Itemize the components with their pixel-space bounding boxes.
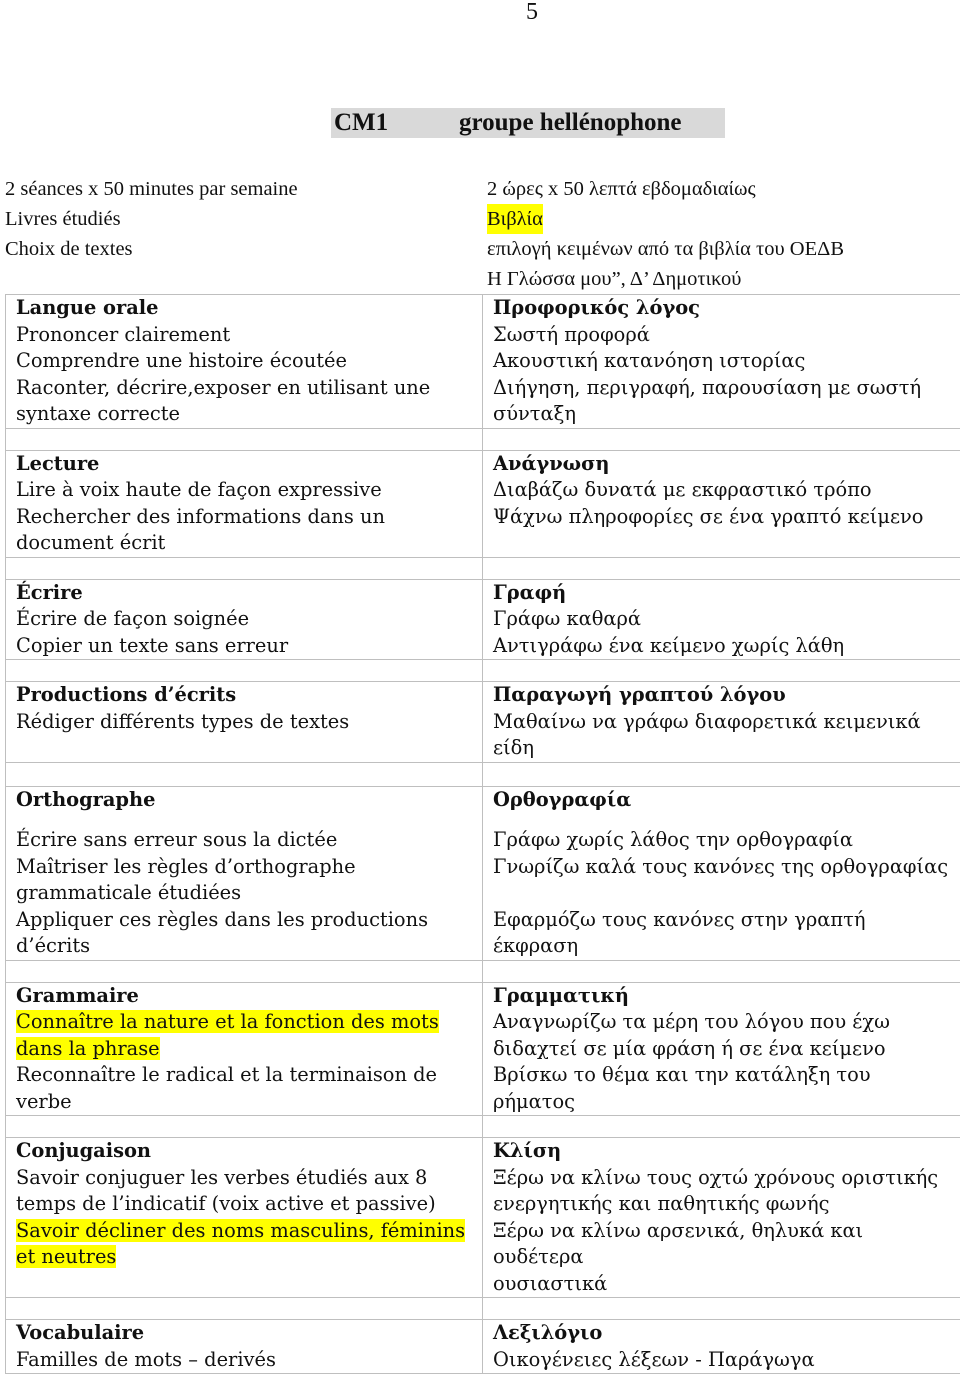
spacer-row	[6, 660, 960, 682]
gr-cell	[483, 450, 960, 557]
gr-cell	[483, 579, 960, 660]
fr-line: Savoir conjuguer les verbes étudiés aux 8	[16, 1165, 428, 1189]
intro-gr-highlighted: Βιβλία	[487, 204, 543, 234]
fr-heading: Grammaire	[16, 983, 139, 1007]
gr-line: Διαβάζω δυνατά με εκφραστικό τρόπο	[493, 478, 872, 501]
fr-heading: Vocabulaire	[16, 1321, 145, 1344]
gr-line: έκφραση	[493, 934, 579, 957]
fr-line: grammaticale étudiées	[16, 881, 242, 904]
intro-row	[0, 204, 960, 234]
gr-cell	[483, 295, 960, 429]
gr-cell	[483, 1138, 960, 1298]
section-row-orthographe	[6, 786, 960, 960]
intro-row	[0, 234, 960, 264]
gr-heading: Παραγωγή γραπτού λόγου	[493, 683, 786, 706]
fr-line-highlighted: Connaître la nature et la fonction des mots	[16, 1010, 439, 1033]
fr-cell	[6, 786, 483, 960]
section-row-productions	[6, 682, 960, 763]
section-row-grammaire	[6, 982, 960, 1116]
gr-cell	[483, 786, 960, 960]
gr-cell	[483, 1320, 960, 1374]
gr-line: Αντιγράφω ένα κείμενο χωρίς λάθη	[493, 633, 845, 657]
blank-gap	[493, 813, 950, 827]
intro-fr: 2 séances x 50 minutes par semaine	[5, 178, 298, 200]
gr-line: Γνωρίζω καλά τους κανόνες της ορθογραφίας	[493, 854, 949, 878]
intro-gr: επιλογή κειμένων από τα βιβλία του ΟΕΔΒ	[487, 238, 844, 260]
gr-line: Ψάχνω πληροφορίες σε ένα γραπτό κείμενο	[493, 504, 924, 528]
fr-heading: Productions d’écrits	[16, 683, 237, 706]
title-level: CM1	[334, 109, 389, 136]
fr-line: Copier un texte sans erreur	[16, 633, 289, 657]
gr-line: Ξέρω να κλίνω αρσενικά, θηλυκά και ουδέτερα	[493, 1218, 864, 1268]
section-row-langue	[6, 295, 960, 429]
gr-line: Ακουστική κατανόηση ιστορίας	[493, 349, 806, 372]
intro-block	[0, 174, 960, 294]
gr-heading: Γραμματική	[493, 983, 629, 1007]
section-row-conjugaison	[6, 1138, 960, 1298]
gr-heading: Ορθογραφία	[493, 787, 632, 811]
gr-line: σύνταξη	[493, 402, 576, 425]
fr-heading: Conjugaison	[16, 1139, 152, 1162]
gr-line: Οικογένειες λέξεων - Παράγωγα	[493, 1347, 815, 1371]
fr-heading: Orthographe	[16, 787, 156, 811]
gr-line: ενεργητικής και παθητικής φωνής	[493, 1192, 830, 1215]
intro-row	[0, 264, 960, 294]
section-row-vocabulaire	[6, 1320, 960, 1374]
fr-line: Prononcer clairement	[16, 322, 231, 346]
page-number: 5	[526, 0, 538, 25]
fr-cell	[6, 1320, 483, 1374]
gr-heading: Γραφή	[493, 580, 567, 604]
gr-line: Μαθαίνω να γράφω διαφορετικά κειμενικά	[493, 709, 921, 733]
fr-cell	[6, 682, 483, 763]
gr-line: διδαχτεί σε μία φράση ή σε ένα κείμενο	[493, 1036, 886, 1060]
fr-cell	[6, 450, 483, 557]
page-title	[331, 108, 725, 138]
gr-line: Εφαρμόζω τους κανόνες στην γραπτή	[493, 907, 866, 931]
intro-gr: 2 ώρες x 50 λεπτά εβδομαδιαίως	[487, 178, 756, 200]
gr-line	[493, 880, 950, 907]
fr-cell	[6, 579, 483, 660]
fr-line: Reconnaître le radical et la terminaison de	[16, 1063, 438, 1086]
fr-line: Lire à voix haute de façon expressive	[16, 478, 382, 501]
gr-line: Σωστή προφορά	[493, 322, 650, 346]
spacer-row	[6, 762, 960, 786]
gr-line: Αναγνωρίζω τα μέρη του λόγου που έχω	[493, 1010, 890, 1033]
gr-heading: Λεξιλόγιο	[493, 1321, 603, 1344]
fr-line: Écrire de façon soignée	[16, 607, 250, 630]
fr-line-highlighted: Savoir décliner des noms masculins, féminins	[16, 1218, 466, 1242]
gr-line: Ξέρω να κλίνω τους οχτώ χρόνους οριστικής	[493, 1165, 939, 1189]
gr-cell	[483, 682, 960, 763]
gr-line: Γράφω καθαρά	[493, 607, 641, 630]
fr-line: Rédiger différents types de textes	[16, 709, 350, 733]
gr-line: ουσιαστικά	[493, 1271, 608, 1295]
spacer-row	[6, 557, 960, 579]
fr-line: Rechercher des informations dans un	[16, 504, 386, 528]
fr-heading: Langue orale	[16, 296, 159, 319]
fr-cell	[6, 295, 483, 429]
intro-row	[0, 174, 960, 204]
spacer-row	[6, 1298, 960, 1320]
gr-line: είδη	[493, 736, 534, 759]
title-group: groupe hellénophone	[459, 109, 682, 136]
fr-line: Familles de mots – derivés	[16, 1347, 276, 1371]
fr-cell	[6, 1138, 483, 1298]
fr-line: d’écrits	[16, 934, 91, 957]
gr-line: Βρίσκω το θέμα και την κατάληξη του ρήματος	[493, 1063, 871, 1113]
fr-line: Écrire sans erreur sous la dictée	[16, 828, 338, 851]
intro-fr: Livres étudiés	[5, 208, 121, 230]
fr-line: Appliquer ces règles dans les productions	[16, 907, 429, 931]
gr-line: Γράφω χωρίς λάθος την ορθογραφία	[493, 828, 853, 851]
fr-heading: Lecture	[16, 451, 100, 475]
fr-line: syntaxe correcte	[16, 402, 180, 425]
fr-line-highlighted: et neutres	[16, 1245, 117, 1268]
spacer-row	[6, 1116, 960, 1138]
gr-heading: Κλίση	[493, 1139, 562, 1162]
fr-line: Raconter, décrire,exposer en utilisant une	[16, 375, 431, 399]
section-row-ecrire	[6, 579, 960, 660]
curriculum-table	[5, 294, 960, 1374]
blank-gap	[16, 813, 472, 827]
section-row-lecture	[6, 450, 960, 557]
fr-line: temps de l’indicatif (voix active et passive)	[16, 1192, 436, 1215]
spacer-row	[6, 428, 960, 450]
gr-heading: Ανάγνωση	[493, 451, 610, 475]
fr-line: Maîtriser les règles d’orthographe	[16, 854, 356, 878]
fr-line: document écrit	[16, 531, 166, 554]
fr-line: Comprendre une histoire écoutée	[16, 349, 347, 372]
intro-fr: Choix de textes	[5, 238, 133, 260]
gr-heading: Προφορικός λόγος	[493, 296, 700, 319]
spacer-row	[6, 960, 960, 982]
fr-cell	[6, 982, 483, 1116]
gr-cell	[483, 982, 960, 1116]
gr-line: Διήγηση, περιγραφή, παρουσίαση με σωστή	[493, 375, 922, 399]
fr-heading: Écrire	[16, 580, 83, 604]
fr-line: verbe	[16, 1089, 72, 1113]
fr-line-highlighted: dans la phrase	[16, 1036, 160, 1060]
intro-gr: Η Γλώσσα μου”, Δ’ Δημοτικού	[487, 268, 742, 290]
